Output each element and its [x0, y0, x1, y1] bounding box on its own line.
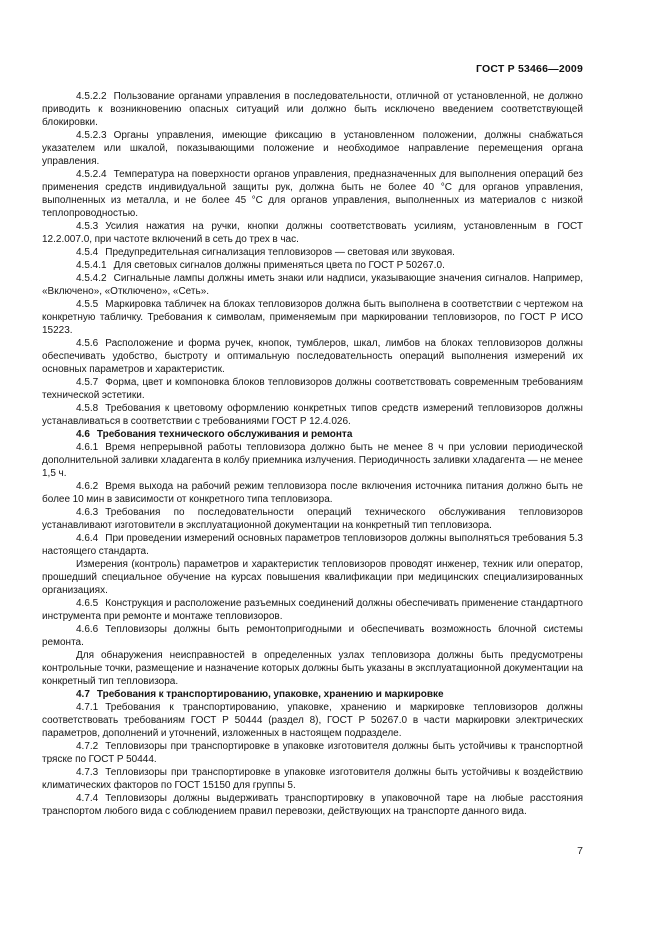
clause-number: 4.5.6	[76, 338, 99, 349]
clause-number: 4.7.1	[76, 702, 99, 713]
clause-number: 4.6.3	[76, 507, 99, 518]
paragraph: 4.6.5 Конструкция и расположение разъемных соединений должны обеспечивать применение стандартного инструмента при ремонте и монтаже тепловизоров.	[42, 598, 583, 622]
paragraph: 4.7.2 Тепловизоры при транспортировке в упаковке изготовителя должны быть устойчивы к транспортной тряске по ГОСТ Р 50444.	[42, 741, 583, 765]
paragraph: 4.6.2 Время выхода на рабочий режим тепловизора после включения источника питания должно быть не более 10 мин в зависимости от конкретного типа тепловизора.	[42, 481, 583, 505]
clause-number: 4.5.4.2	[76, 273, 107, 284]
clause-number: 4.6.2	[76, 481, 99, 492]
section-heading: 4.7 Требования к транспортированию, упаковке, хранению и маркировке	[76, 689, 444, 700]
running-header: ГОСТ Р 53466—2009	[475, 63, 583, 75]
paragraph: 4.5.7 Форма, цвет и компоновка блоков тепловизоров должны соответствовать современным требованиям технической эстетики.	[42, 377, 583, 401]
clause-number: 4.7.2	[76, 741, 99, 752]
clause-number: 4.6.5	[76, 598, 99, 609]
document-body	[42, 90, 583, 818]
section-heading: 4.6 Требования технического обслуживания и ремонта	[76, 429, 353, 440]
paragraph: 4.5.4.2 Сигнальные лампы должны иметь знаки или надписи, указывающие значения сигналов. Например, «Включено», «Отключено», «Сеть».	[42, 273, 583, 297]
clause-number: 4.5.3	[76, 221, 99, 232]
clause-number: 4.7	[76, 689, 90, 700]
paragraph: 4.5.8 Требования к цветовому оформлению конкретных типов средств измерений тепловизоров должны устанавливаться в соответствии с требованиями ГОСТ Р 12.4.026.	[42, 403, 583, 427]
paragraph: 4.5.3 Усилия нажатия на ручки, кнопки должны соответствовать усилиям, установленным в ГОСТ 12.2.007.0, при частоте включений в сеть до трех в час.	[42, 221, 583, 245]
clause-number: 4.5.4	[76, 247, 99, 258]
paragraph: 4.5.2.2 Пользование органами управления в последовательности, отличной от установленной, не должно приводить к возникновению опасных ситуаций или должно быть исключено введением соответствующей блокировки.	[42, 91, 583, 128]
paragraph: 4.7.3 Тепловизоры при транспортировке в упаковке изготовителя должны быть устойчивы к воздействию климатических факторов по ГОСТ 15150 для группы 5.	[42, 767, 583, 791]
clause-number: 4.5.5	[76, 299, 99, 310]
paragraph: Измерения (контроль) параметров и характеристик тепловизоров проводят инженер, техник или оператор, прошедший специальное обучение на курсах повышения квалификации при медицинских специализированных организациях.	[42, 559, 583, 596]
clause-number: 4.7.3	[76, 767, 99, 778]
clause-number: 4.5.7	[76, 377, 99, 388]
paragraph: 4.5.6 Расположение и форма ручек, кнопок, тумблеров, шкал, лимбов на блоках тепловизоров должны обеспечивать удобство, быстроту и оптимальную последовательность операций выполнения измерений их основных параметров и характеристик.	[42, 338, 583, 375]
paragraph: 4.5.4.1 Для световых сигналов должны применяться цвета по ГОСТ Р 50267.0.	[76, 260, 445, 271]
clause-number: 4.6.6	[76, 624, 99, 635]
paragraph: 4.5.5 Маркировка табличек на блоках тепловизоров должна быть выполнена в соответствии с чертежом на конкретную табличку. Требования к символам, применяемым при маркировании тепловизоров, по ГОСТ Р ИСО 15223.	[42, 299, 583, 336]
paragraph: 4.5.2.4 Температура на поверхности органов управления, предназначенных для выполнения операций без применения средств индивидуальной защиты рук, должна быть не более 40 °С для органов управления, выполненных из металла, и не более 45 °С для органов управления, выполненных из материалов с низкой теплопроводностью.	[42, 169, 583, 219]
clause-number: 4.6.1	[76, 442, 99, 453]
paragraph: 4.6.6 Тепловизоры должны быть ремонтопригодными и обеспечивать возможность блочной системы ремонта.	[42, 624, 583, 648]
clause-number: 4.5.4.1	[76, 260, 107, 271]
clause-number: 4.5.2.4	[76, 169, 107, 180]
paragraph: 4.6.3 Требования по последовательности операций технического обслуживания тепловизоров устанавливают изготовители в эксплуатационной документации на конкретный тип тепловизора.	[42, 507, 583, 531]
paragraph: 4.7.4 Тепловизоры должны выдерживать транспортировку в упаковочной таре на любые расстояния транспортом любого вида с соблюдением правил перевозки, действующих на транспорте данного вида.	[42, 793, 583, 817]
paragraph: 4.6.4 При проведении измерений основных параметров тепловизоров должны выполняться требования 5.3 настоящего стандарта.	[42, 533, 583, 557]
page-number: 7	[577, 845, 583, 857]
clause-number: 4.6.4	[76, 533, 99, 544]
paragraph: 4.5.4 Предупредительная сигнализация тепловизоров — световая или звуковая.	[76, 247, 455, 258]
clause-number: 4.7.4	[76, 793, 99, 804]
paragraph: 4.7.1 Требования к транспортированию, упаковке, хранению и маркировке тепловизоров должны соответствовать требованиям ГОСТ Р 50444 (раздел 8), ГОСТ Р 50267.0 в части маркировки электрических параметров, дополнений и уточнений, изложенных в настоящем подразделе.	[42, 702, 583, 739]
paragraph: 4.6.1 Время непрерывной работы тепловизора должно быть не менее 8 ч при условии периодической дополнительной заливки хладагента в колбу приемника излучения. Периодичность заливки хладагента — не менее 1,5 ч.	[42, 442, 583, 479]
clause-number: 4.5.2.2	[76, 91, 107, 102]
clause-number: 4.5.2.3	[76, 130, 107, 141]
paragraph: Для обнаружения неисправностей в определенных узлах тепловизора должны быть предусмотрены контрольные точки, размещение и назначение которых должны быть указаны в эксплуатационной документации на конкретный тип тепловизора.	[42, 650, 583, 687]
clause-number: 4.5.8	[76, 403, 99, 414]
paragraph: 4.5.2.3 Органы управления, имеющие фиксацию в установленном положении, должны снабжаться указателем или шкалой, показывающими положение и необходимое направление перемещения органа управления.	[42, 130, 583, 167]
clause-number: 4.6	[76, 429, 90, 440]
